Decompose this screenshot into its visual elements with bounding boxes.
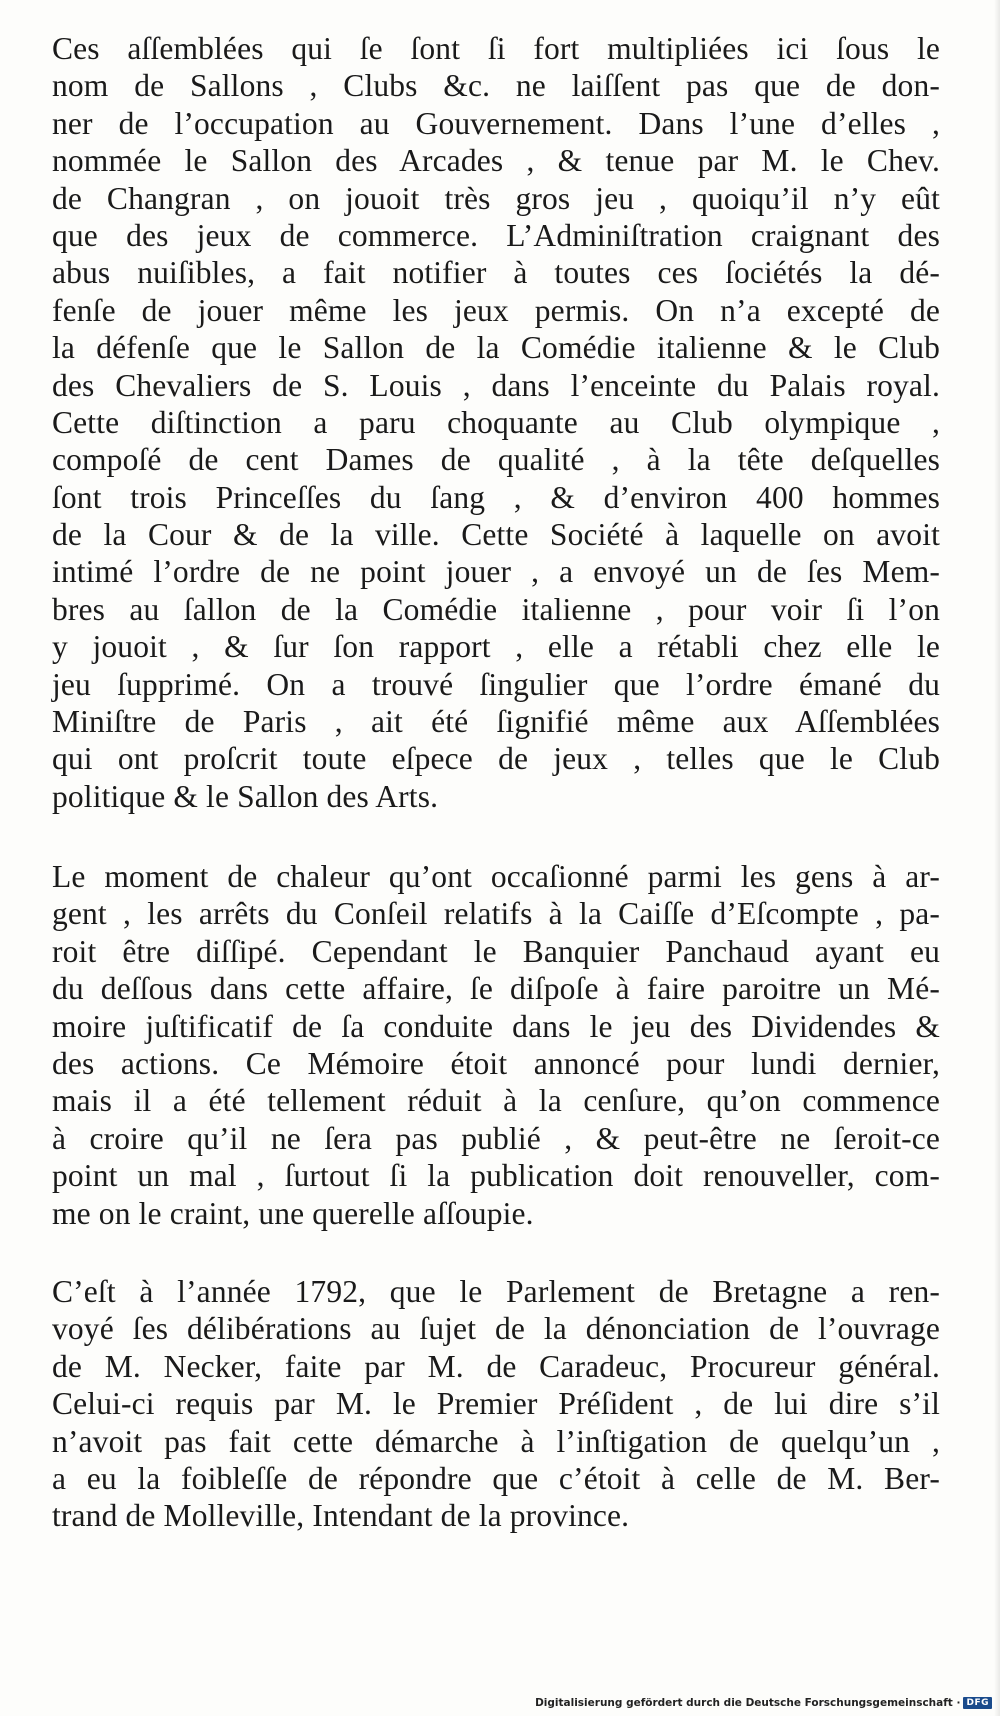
- text-line: de la Cour & de la ville. Cette Société à laquelle on avoit: [52, 517, 940, 553]
- text-line: que des jeux de commerce. L’Adminiſtration craignant des: [52, 217, 940, 253]
- dfg-logo: DFG: [963, 1697, 992, 1709]
- text-line: C’eſt à l’année 1792, que le Parlement de Bretagne a ren-: [52, 1274, 940, 1309]
- text-line: mais il a été tellement réduit à la cenſure, qu’on commence: [52, 1083, 940, 1119]
- text-line: la défenſe que le Sallon de la Comédie italienne & le Club: [52, 330, 940, 366]
- text-line: voyé ſes délibérations au ſujet de la dénonciation de l’ouvrage: [52, 1311, 940, 1347]
- credit-text: Digitalisierung gefördert durch die Deutsche Forschungsgemeinschaft ·: [535, 1697, 961, 1709]
- text-line: des Chevaliers de S. Louis , dans l’enceinte du Palais royal.: [52, 367, 940, 403]
- text-line: fenſe de jouer même les jeux permis. On n’a excepté de: [52, 292, 940, 328]
- text-line: ner de l’occupation au Gouvernement. Dans l’une d’elles ,: [52, 105, 940, 141]
- text-line: trand de Molleville, Intendant de la province.: [52, 1498, 630, 1534]
- text-line: y jouoit , & ſur ſon rapport , elle a rétabli chez elle le: [52, 629, 940, 665]
- text-line: a eu la foibleſſe de répondre que c’étoit à celle de M. Ber-: [52, 1460, 940, 1496]
- text-line: bres au ſallon de la Comédie italienne , pour voir ſi l’on: [52, 591, 940, 627]
- text-line: nom de Sallons , Clubs &c. ne laiſſent pas que de don-: [52, 68, 940, 104]
- paragraph-clubs: [52, 30, 940, 815]
- text-line: Ces aſſemblées qui ſe ſont ſi fort multipliées ici ſous le: [52, 31, 940, 66]
- text-line: compoſé de cent Dames de qualité , à la tête deſquelles: [52, 442, 940, 478]
- paragraph-caisse-escompte: [52, 858, 940, 1232]
- digitization-credit: [535, 1697, 992, 1709]
- text-line: jeu ſupprimé. On a trouvé ſingulier que l’ordre émané du: [52, 666, 940, 702]
- text-line: de Changran , on jouoit très gros jeu , quoiqu’il n’y eût: [52, 180, 940, 216]
- text-line: de M. Necker, faite par M. de Caradeuc, Procureur général.: [52, 1348, 940, 1384]
- text-line: à croire qu’il ne ſera pas publié , & peut-être ne ſeroit-ce: [52, 1120, 940, 1156]
- text-line: Celui-ci requis par M. le Premier Préſident , de lui dire s’il: [52, 1386, 940, 1422]
- text-line: intimé l’ordre de ne point jouer , a envoyé un de ſes Mem-: [52, 554, 940, 590]
- text-line: politique & le Sallon des Arts.: [52, 778, 439, 814]
- page-edge-shadow: [994, 0, 1000, 1716]
- text-line: qui ont proſcrit toute eſpece de jeux , telles que le Club: [52, 741, 940, 777]
- text-line: nommée le Sallon des Arcades , & tenue par M. le Chev.: [52, 143, 940, 179]
- text-line: abus nuiſibles, a fait notifier à toutes ces ſociétés la dé-: [52, 255, 940, 291]
- text-line: moire juſtificatif de ſa conduite dans le jeu des Dividendes &: [52, 1008, 940, 1044]
- text-line: n’avoit pas fait cette démarche à l’inſtigation de quelqu’un ,: [52, 1423, 940, 1459]
- text-line: Le moment de chaleur qu’ont occaſionné parmi les gens à ar-: [52, 859, 940, 894]
- text-line: du deſſous dans cette affaire, ſe diſpoſe à faire paroitre un Mé-: [52, 971, 940, 1007]
- text-line: point un mal , ſurtout ſi la publication doit renouveller, com-: [52, 1158, 940, 1194]
- text-line: roit être diſſipé. Cependant le Banquier Panchaud ayant eu: [52, 933, 940, 969]
- text-line: Cette diſtinction a paru choquante au Club olympique ,: [52, 404, 940, 440]
- text-line: gent , les arrêts du Conſeil relatifs à la Caiſſe d’Eſcompte , pa-: [52, 896, 940, 932]
- text-line: Miniſtre de Paris , ait été ſignifié même aux Aſſemblées: [52, 704, 940, 740]
- paragraph-parlement-bretagne: [52, 1273, 940, 1535]
- text-line: me on le craint, une querelle aſſoupie.: [52, 1195, 534, 1231]
- text-line: des actions. Ce Mémoire étoit annoncé pour lundi dernier,: [52, 1045, 940, 1081]
- text-line: ſont trois Princeſſes du ſang , & d’environ 400 hommes: [52, 479, 940, 515]
